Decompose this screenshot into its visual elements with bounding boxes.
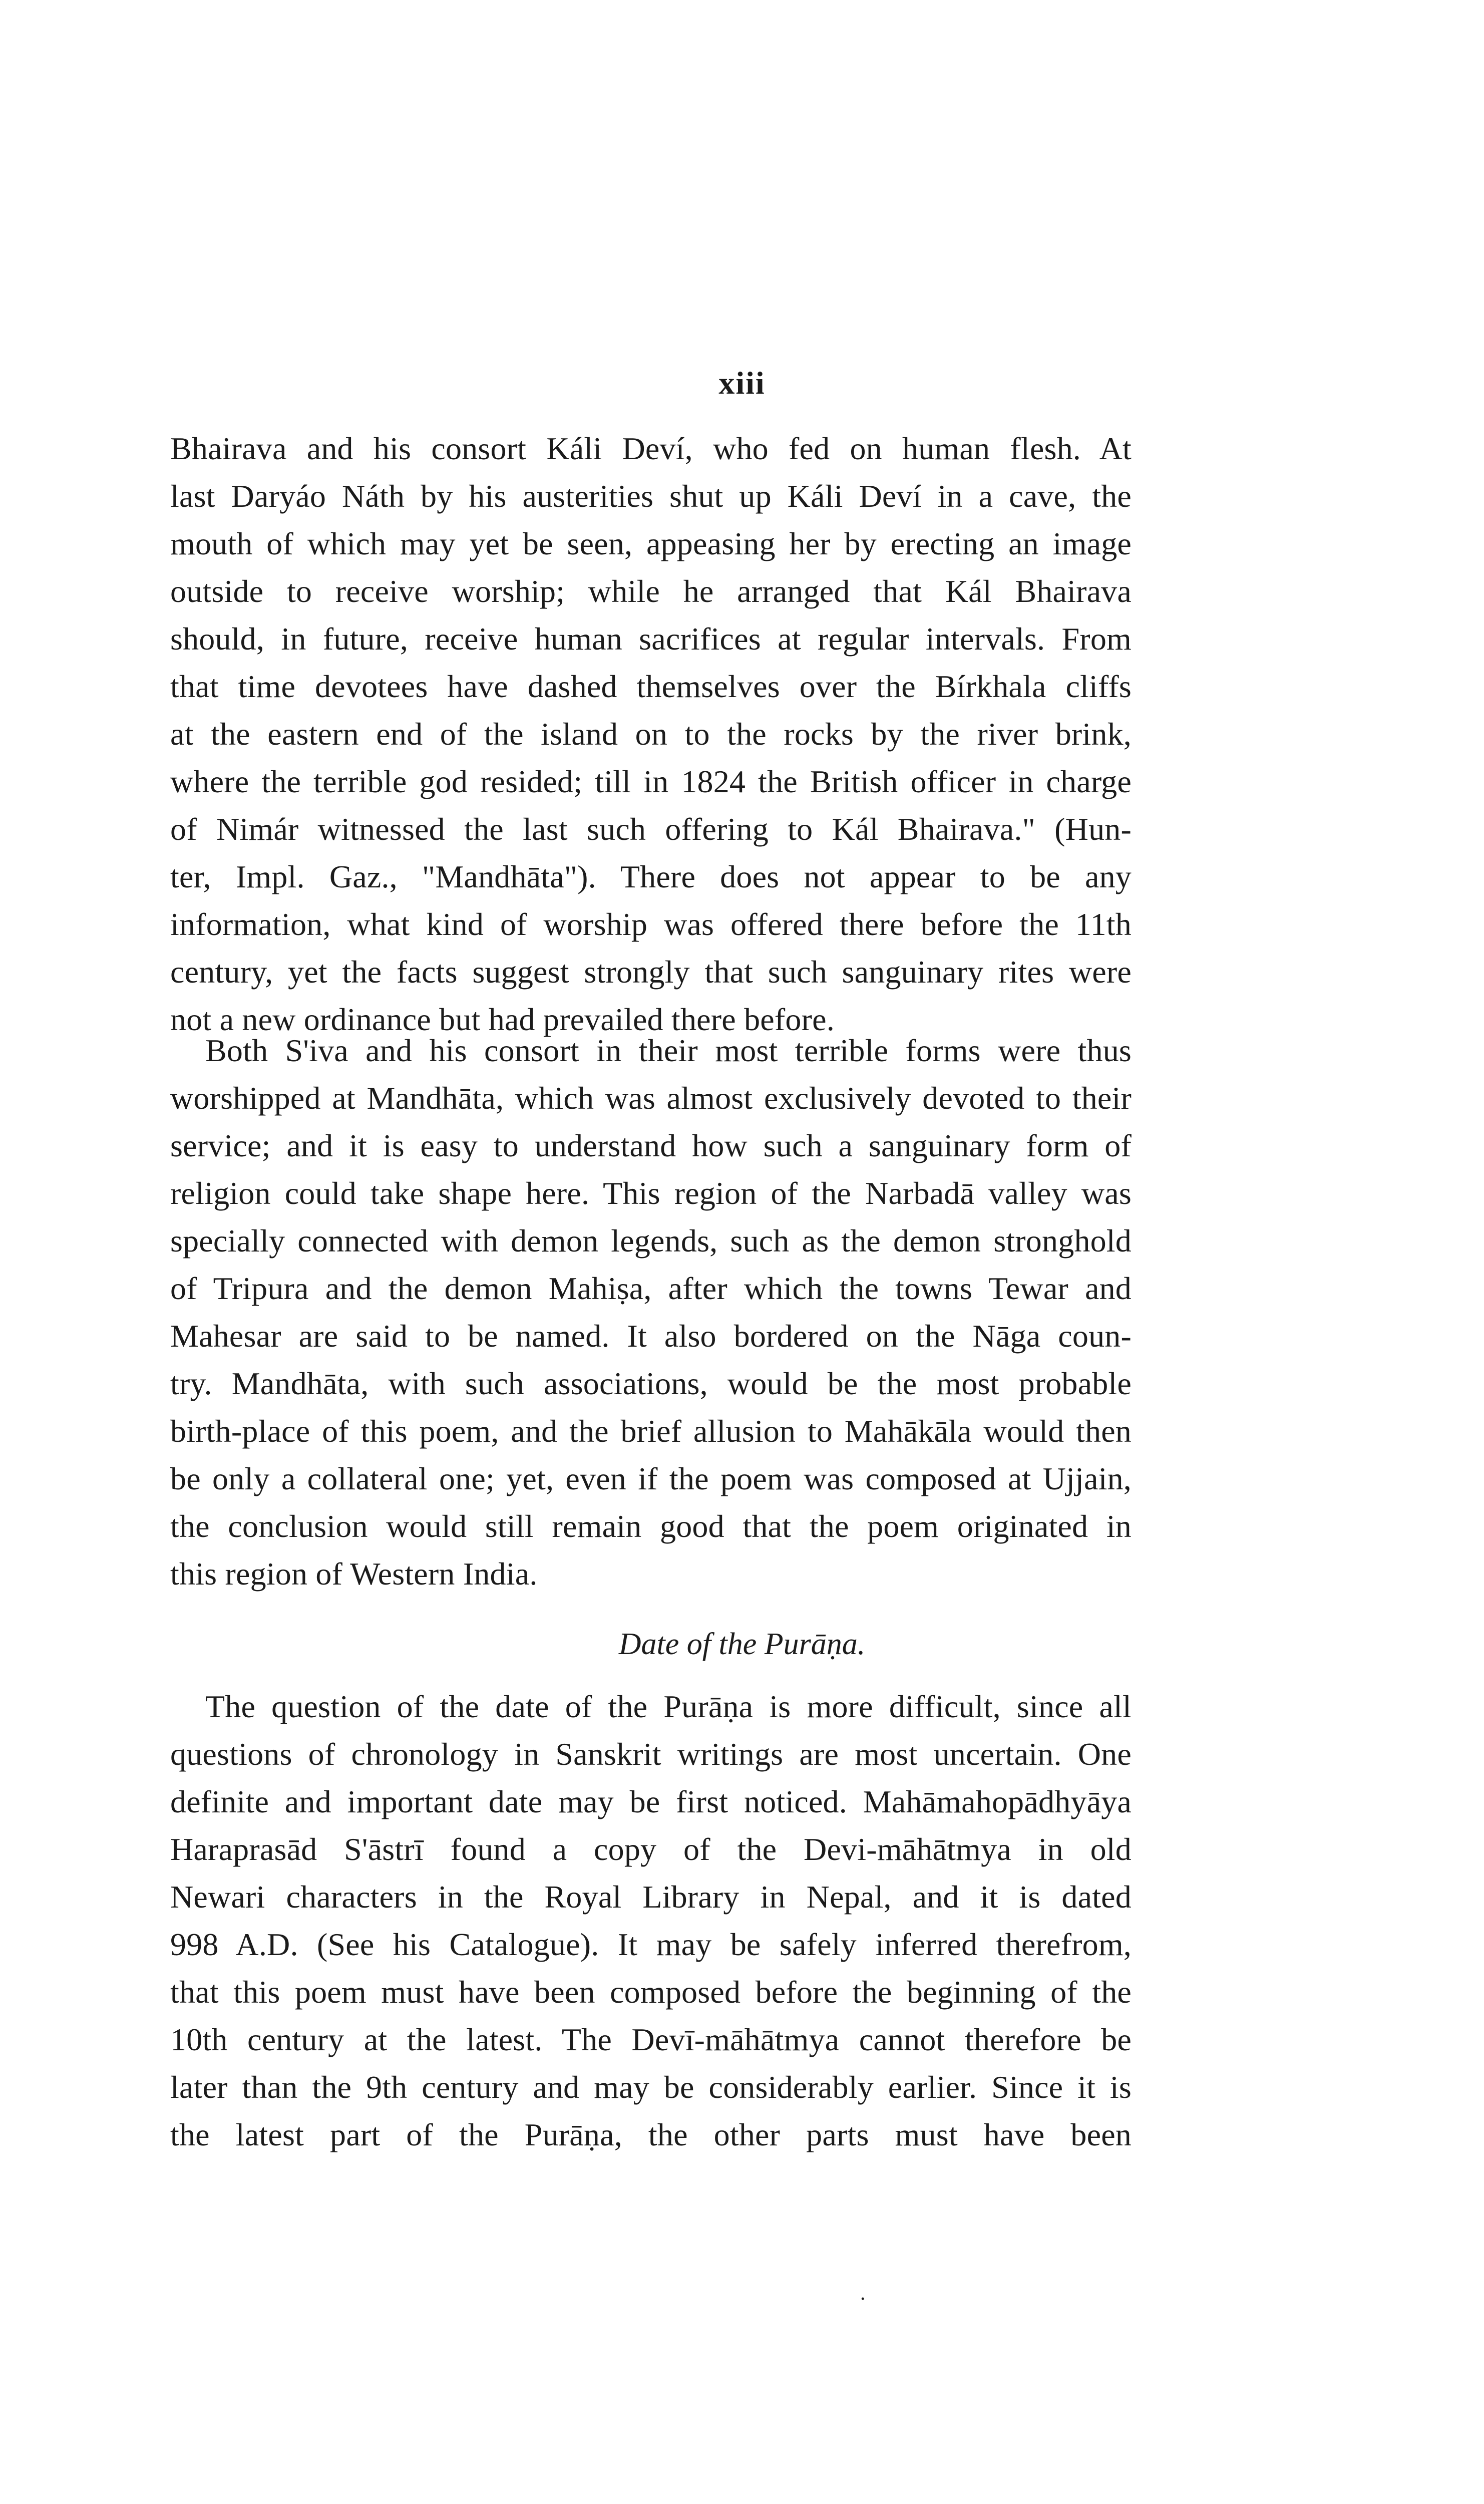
text-line: try. Mandhāta, with such associations, would be the most probable <box>170 1366 1132 1401</box>
text-line: be only a collateral one; yet, even if the poem was composed at Ujjain, <box>170 1461 1132 1496</box>
text-line: 998 A.D. (See his Catalogue). It may be safely inferred therefrom, <box>170 1927 1132 1962</box>
paragraph-kali-bhairava <box>170 425 1132 1043</box>
text-line: Haraprasād S'āstrī found a copy of the Devi-māhātmya in old <box>170 1831 1132 1867</box>
text-line: 10th century at the latest. The Devī-māhātmya cannot therefore be <box>170 2022 1132 2057</box>
text-line: service; and it is easy to understand how such a sanguinary form of <box>170 1128 1132 1163</box>
text-line: mouth of which may yet be seen, appeasing her by erecting an image <box>170 526 1132 561</box>
text-line: that this poem must have been composed before the beginning of the <box>170 1974 1132 2010</box>
page-number: xiii <box>718 365 766 401</box>
text-line: Bhairava and his consort Káli Deví, who fed on human flesh. At <box>170 431 1132 466</box>
text-line: ter, Impl. Gaz., "Mandhāta"). There does not appear to be any <box>170 859 1132 894</box>
text-line: information, what kind of worship was offered there before the 11th <box>170 906 1132 942</box>
paragraph-date-of-purana <box>170 1683 1132 2158</box>
text-line: worshipped at Mandhāta, which was almost exclusively devoted to their <box>170 1080 1132 1116</box>
text-line: Mahesar are said to be named. It also bordered on the Nāga coun- <box>170 1318 1132 1354</box>
text-line: outside to receive worship; while he arranged that Kál Bhairava <box>170 573 1132 609</box>
text-line: where the terrible god resided; till in 1824 the British officer in charge <box>170 764 1132 799</box>
text-line: later than the 9th century and may be considerably earlier. Since it is <box>170 2069 1132 2105</box>
section-heading: Date of the Purāṇa. <box>618 1627 866 1661</box>
text-line: Newari characters in the Royal Library in Nepal, and it is dated <box>170 1879 1132 1915</box>
text-line: of Tripura and the demon Mahiṣa, after which the towns Tewar and <box>170 1271 1132 1306</box>
text-line: should, in future, receive human sacrifices at regular intervals. From <box>170 621 1132 657</box>
text-line: that time devotees have dashed themselves over the Bírkhala cliffs <box>170 669 1132 704</box>
text-line: century, yet the facts suggest strongly that such sanguinary rites were <box>170 954 1132 990</box>
text-line: the latest part of the Purāṇa, the other parts must have been <box>170 2117 1132 2152</box>
text-line: birth-place of this poem, and the brief allusion to Mahākāla would then <box>170 1413 1132 1449</box>
text-line: questions of chronology in Sanskrit writings are most uncertain. One <box>170 1736 1132 1772</box>
text-line: religion could take shape here. This region of the Narbadā valley was <box>170 1175 1132 1211</box>
text-line: not a new ordinance but had prevailed there before. <box>170 1002 835 1037</box>
text-line: specially connected with demon legends, such as the demon stronghold <box>170 1223 1132 1259</box>
text-line: The question of the date of the Purāṇa is more difficult, since all <box>205 1689 1132 1724</box>
paragraph-siva-mandhata <box>170 1027 1132 1598</box>
text-line: last Daryáo Náth by his austerities shut up Káli Deví in a cave, the <box>170 478 1132 514</box>
text-line: Both S'iva and his consort in their most terrible forms were thus <box>205 1033 1132 1068</box>
text-line: the conclusion would still remain good that the poem originated in <box>170 1508 1132 1544</box>
text-line: of Nimár witnessed the last such offering to Kál Bhairava." (Hun- <box>170 811 1132 847</box>
text-line: this region of Western India. <box>170 1556 538 1592</box>
text-line: at the eastern end of the island on to the rocks by the river brink, <box>170 716 1132 752</box>
catchword-mark: . <box>860 2282 866 2305</box>
text-line: definite and important date may be first noticed. Mahāmahopādhyāya <box>170 1784 1132 1819</box>
